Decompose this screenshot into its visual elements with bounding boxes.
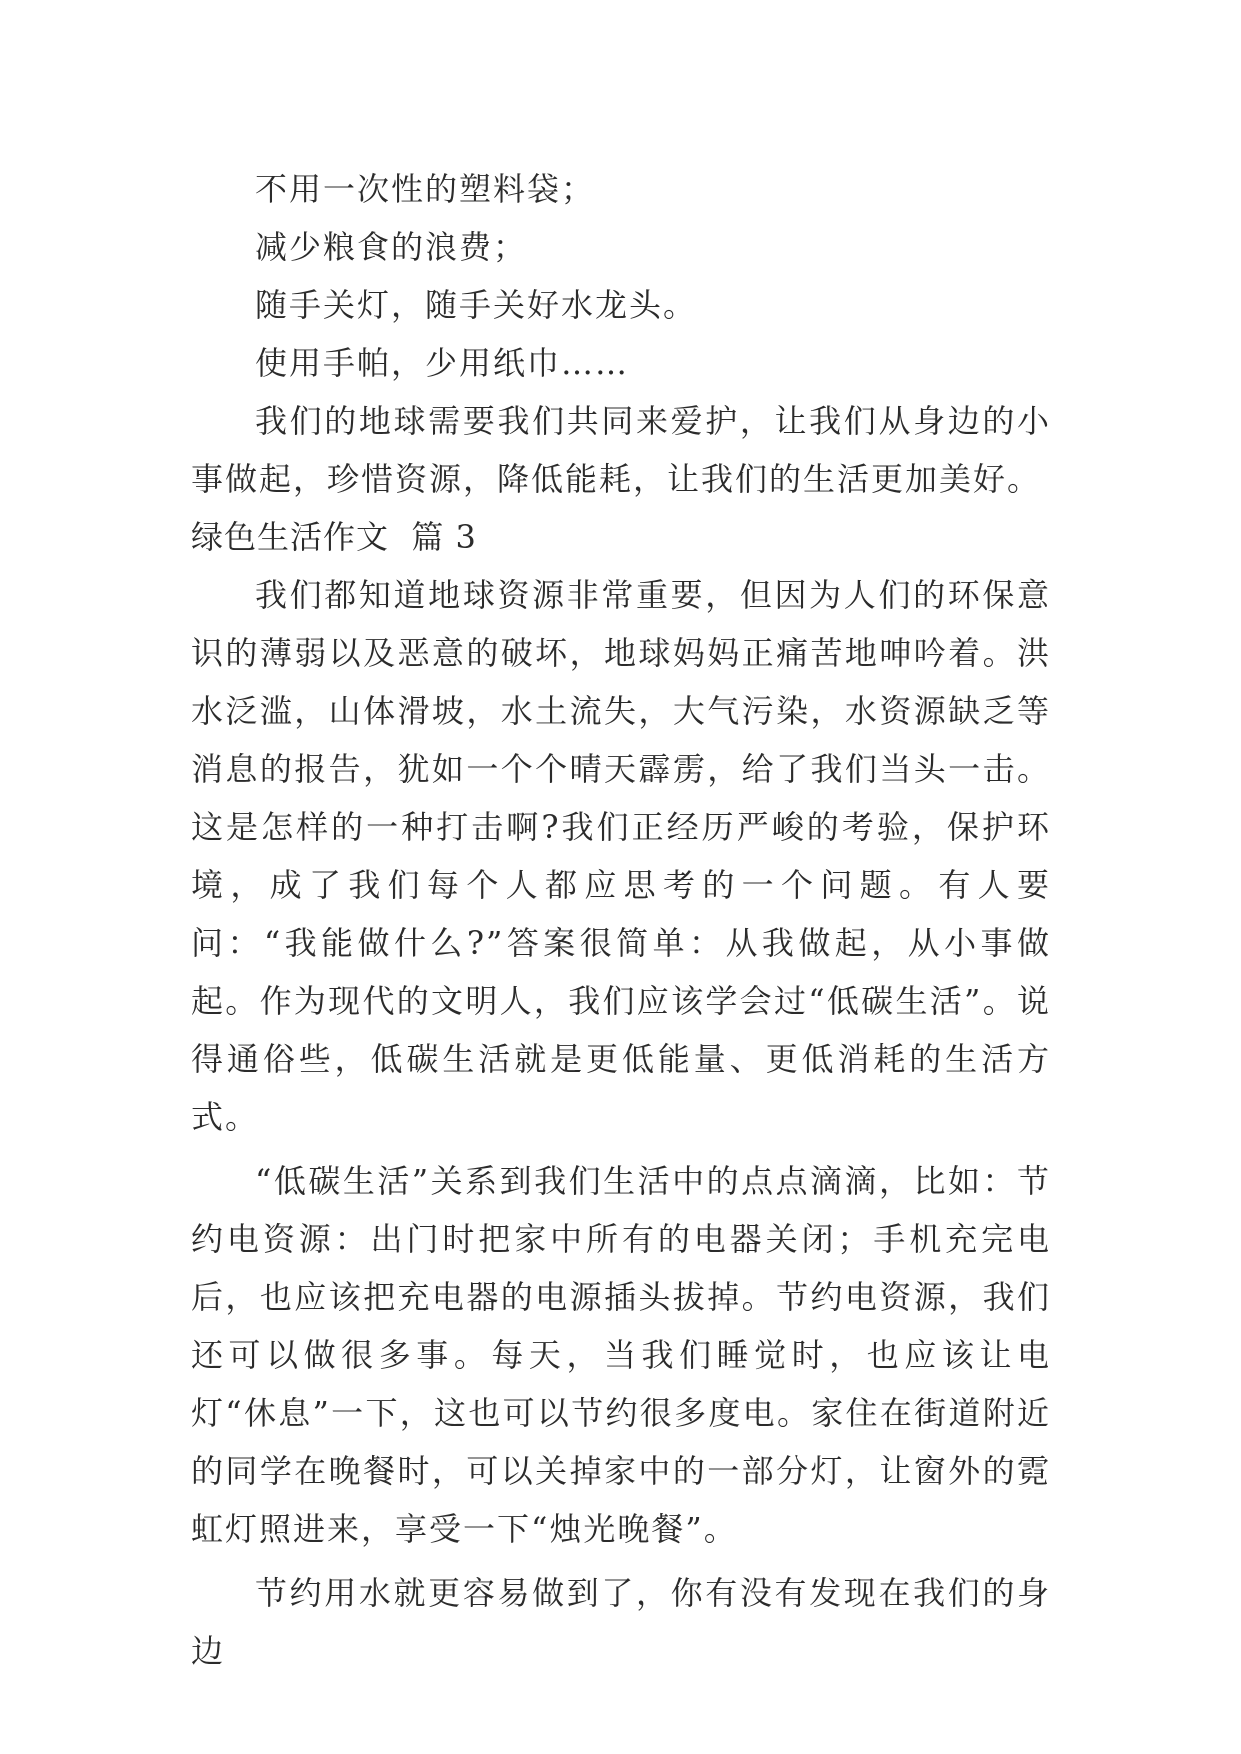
list-item: 不用一次性的塑料袋； (255, 170, 596, 208)
essay-body (191, 160, 1051, 1680)
body-paragraph: 我们都知道地球资源非常重要，但因为人们的环保意识的薄弱以及恶意的破坏，地球妈妈正痛苦地呻吟着。洪水泛滥，山体滑坡，水土流失，大气污染，水资源缺乏等消息的报告，犹如一个个晴天霹雳，给了我们当头一击。这是怎样的一种打击啊?我们正经历严峻的考验，保护环境，成了我们每个人都应思考的一个问题。有人要问：“我能做什么?”答案很简单：从我做起，从小事做起。作为现代的文明人，我们应该学会过“低碳生活”。说得通俗些，低碳生活就是更低能量、更低消耗的生活方式。 (191, 576, 1051, 1136)
list-item: 随手关灯，随手关好水龙头。 (255, 286, 698, 324)
list-item: 使用手帕，少用纸巾…… (255, 344, 630, 382)
body-paragraph: 我们的地球需要我们共同来爱护，让我们从身边的小事做起，珍惜资源，降低能耗，让我们的生活更加美好。 (191, 402, 1051, 498)
body-paragraph: 节约用水就更容易做到了，你有没有发现在我们的身边 (191, 1574, 1051, 1670)
list-item: 减少粮食的浪费； (255, 228, 528, 266)
section-heading: 绿色生活作文 篇 3 (191, 518, 477, 556)
body-paragraph: “低碳生活”关系到我们生活中的点点滴滴，比如：节约电资源：出门时把家中所有的电器关闭；手机充完电后，也应该把充电器的电源插头拔掉。节约电资源，我们还可以做很多事。每天，当我们睡觉时，也应该让电灯“休息”一下，这也可以节约很多度电。家住在街道附近的同学在晚餐时，可以关掉家中的一部分灯，让窗外的霓虹灯照进来，享受一下“烛光晚餐”。 (191, 1162, 1051, 1548)
